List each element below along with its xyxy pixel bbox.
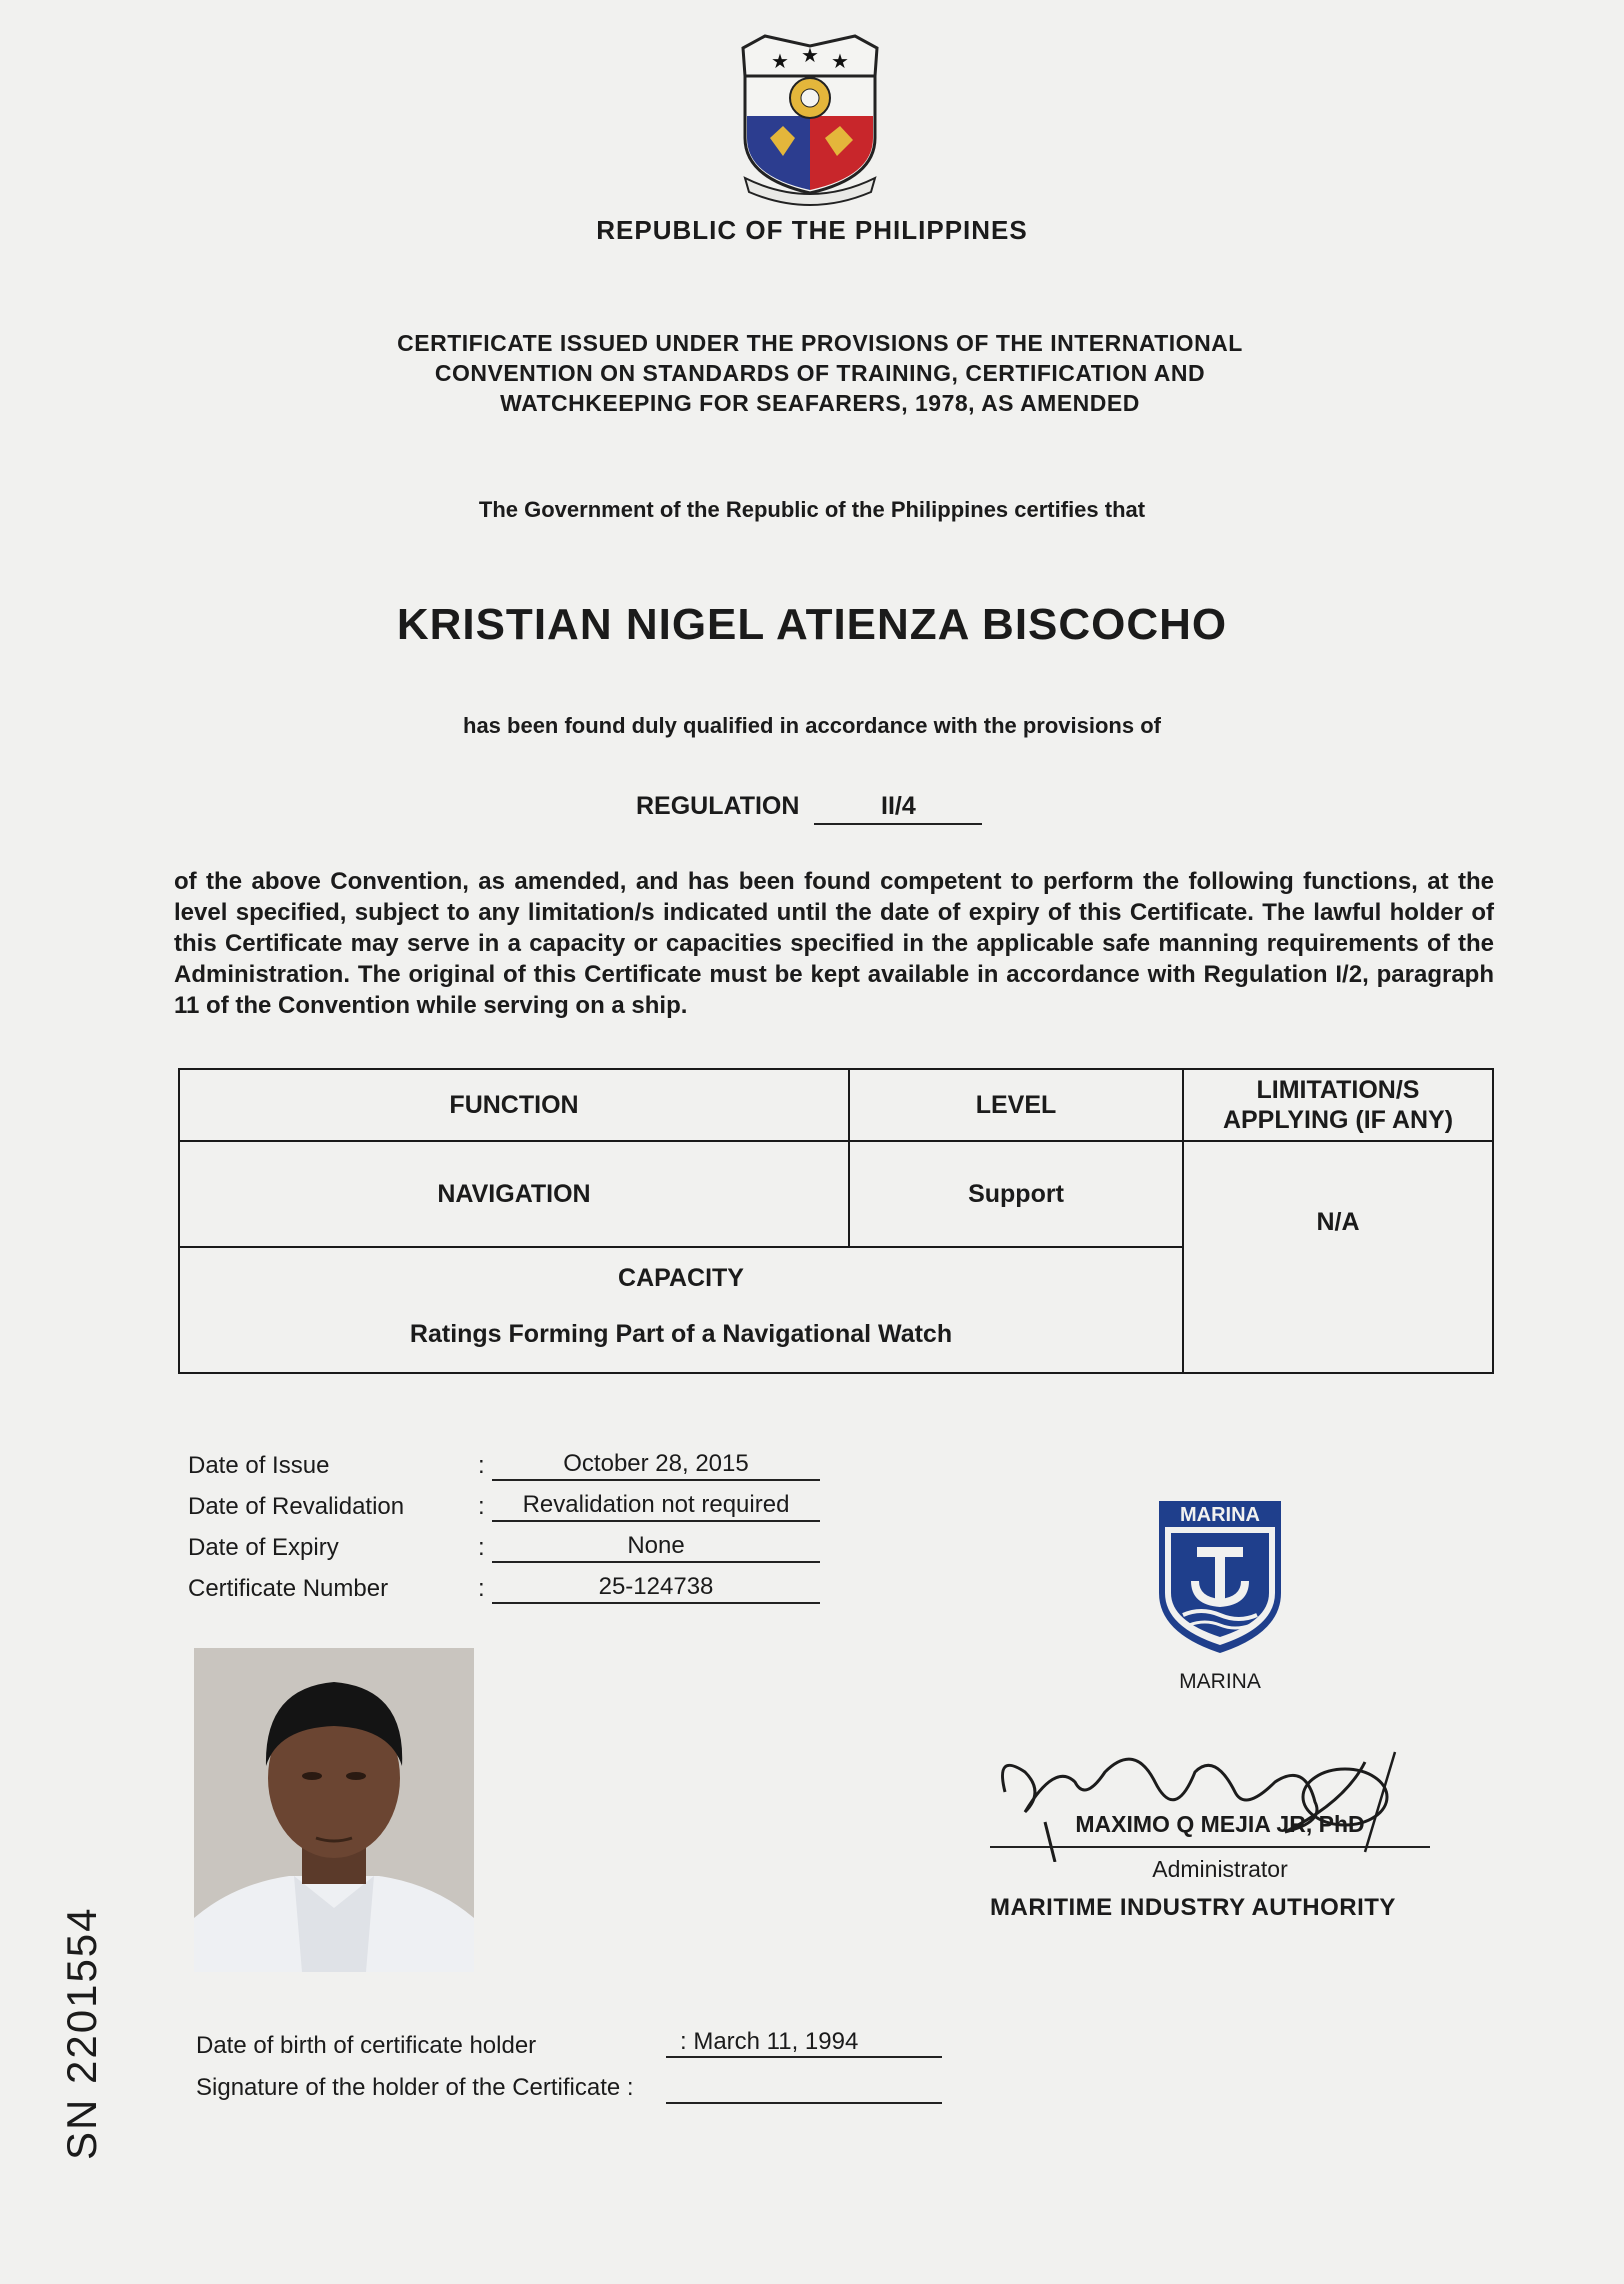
function-header: FUNCTION <box>449 1090 579 1119</box>
signatory-title: Administrator <box>1152 1856 1288 1882</box>
functions-table <box>178 1068 1494 1374</box>
qualified-text: has been found duly qualified in accordance with the provisions of <box>463 713 1161 738</box>
svg-text:★: ★ <box>771 51 789 73</box>
dob-label: Date of birth of certificate holder <box>196 2032 537 2059</box>
title-line: WATCHKEEPING FOR SEAFARERS, 1978, AS AMENDED <box>500 390 1140 416</box>
revalidation-date-label: Date of Revalidation <box>188 1493 405 1520</box>
certificate-number-value: 25-124738 <box>492 1573 820 1604</box>
svg-text:★: ★ <box>831 51 849 73</box>
regulation-value: II/4 <box>814 792 982 825</box>
expiry-date-value: None <box>492 1532 820 1563</box>
colon: : <box>478 1493 485 1520</box>
capacity-header: CAPACITY <box>618 1263 744 1292</box>
holder-signature-label: Signature of the holder of the Certificate : <box>196 2074 634 2101</box>
serial-number: SN 2201554 <box>58 1906 105 2160</box>
holder-photo <box>194 1648 474 1972</box>
title-line: CERTIFICATE ISSUED UNDER THE PROVISIONS OF THE INTERNATIONAL <box>397 330 1243 356</box>
limitation-value: N/A <box>1316 1207 1360 1236</box>
signatory-name: MAXIMO Q MEJIA JR, PhD <box>1075 1811 1365 1837</box>
svg-text:★: ★ <box>801 45 819 67</box>
marina-logo-icon <box>1155 1497 1285 1657</box>
marina-logo-text: MARINA <box>1180 1504 1260 1526</box>
limitation-header-line: LIMITATION/S <box>1256 1076 1420 1104</box>
issue-date-value: October 28, 2015 <box>492 1450 820 1481</box>
holder-signature-field <box>666 2074 942 2104</box>
certifies-text: The Government of the Republic of the Philippines certifies that <box>478 497 1146 522</box>
level-value: Support <box>968 1179 1064 1208</box>
expiry-date-label: Date of Expiry <box>188 1534 339 1561</box>
limitation-header <box>1184 1070 1492 1140</box>
revalidation-date-value: Revalidation not required <box>492 1491 820 1522</box>
issue-date-label: Date of Issue <box>188 1452 330 1479</box>
holder-name: KRISTIAN NIGEL ATIENZA BISCOCHO <box>396 600 1228 649</box>
limitation-header-line: APPLYING (IF ANY) <box>1222 1106 1454 1134</box>
signature-line <box>990 1846 1430 1848</box>
regulation-line <box>636 792 982 825</box>
dob-value: : March 11, 1994 <box>666 2028 942 2058</box>
certificate-number-label: Certificate Number <box>188 1575 389 1602</box>
level-header: LEVEL <box>975 1090 1057 1119</box>
issuing-authority: MARITIME INDUSTRY AUTHORITY <box>990 1894 1396 1921</box>
colon: : <box>478 1575 485 1602</box>
certificate-title <box>380 328 1260 418</box>
colon: : <box>478 1534 485 1561</box>
certificate-body-text: of the above Convention, as amended, and has been found competent to perform the following functions, at the level specified, subject to any limitation/s indicated until the date of expiry of this Certificate. The lawful holder of this Certificate may serve in a capacity or capacities specified in the applicable safe manning requirements of the Administration. The original of this Certificate must be kept available in accordance with Regulation I/2, paragraph 11 of the Convention while serving on a ship. <box>174 868 1494 1019</box>
capacity-value: Ratings Forming Part of a Navigational Watch <box>409 1319 953 1348</box>
colon: : <box>478 1452 485 1479</box>
regulation-label: REGULATION <box>636 792 800 820</box>
philippine-coat-of-arms-icon <box>725 28 895 208</box>
country-heading: REPUBLIC OF THE PHILIPPINES <box>596 215 1028 245</box>
function-value: NAVIGATION <box>437 1179 591 1208</box>
marina-caption: MARINA <box>1179 1670 1261 1693</box>
administrator-signature <box>985 1742 1425 1862</box>
title-line: CONVENTION ON STANDARDS OF TRAINING, CERTIFICATION AND <box>434 360 1206 386</box>
